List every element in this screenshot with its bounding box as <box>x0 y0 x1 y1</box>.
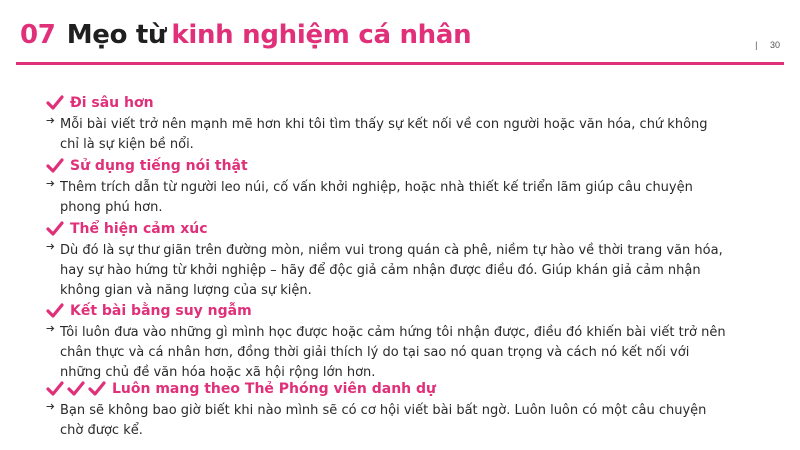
check-icon <box>46 221 64 237</box>
check-icon <box>46 381 64 397</box>
tip-heading-row <box>46 155 726 177</box>
tip-section-4 <box>46 300 726 383</box>
page-number-area <box>755 40 780 50</box>
arrow-right-icon <box>46 179 55 188</box>
tip-heading-row <box>46 92 726 114</box>
arrow-right-icon <box>46 242 55 251</box>
tip-heading-row <box>46 218 726 240</box>
tip-heading: Thể hiện cảm xúc <box>70 221 208 237</box>
check-icon <box>46 158 64 174</box>
tip-body: Bạn sẽ không bao giờ biết khi nào mình sẽ có cơ hội viết bài bất ngờ. Luôn luôn có một câu chuyện chờ được kể. <box>60 403 707 438</box>
tip-section-5 <box>46 378 726 441</box>
section-number: 07 <box>20 20 56 50</box>
page-header <box>20 20 471 56</box>
check-icon <box>46 95 64 111</box>
tip-section-1 <box>46 92 726 155</box>
tip-section-2 <box>46 155 726 218</box>
tip-heading: Sử dụng tiếng nói thật <box>70 158 248 174</box>
tip-section-3 <box>46 218 726 301</box>
tip-heading-row <box>46 300 726 322</box>
tip-heading: Đi sâu hơn <box>70 95 154 111</box>
page-number: 30 <box>769 40 780 50</box>
tip-heading: Kết bài bằng suy ngẫm <box>70 303 252 319</box>
arrow-right-icon <box>46 116 55 125</box>
arrow-right-icon <box>46 324 55 333</box>
header-divider <box>16 62 784 65</box>
tip-body: Tôi luôn đưa vào những gì mình học được hoặc cảm hứng tôi nhận được, điều đó khiến bài viết trở nên chân thực và cá nhân hơn, đồng thời giải thích lý do tại sao nó quan trọng và cách nó kết nối với những chủ đề văn hóa hoặc xã hội rộng lớn hơn. <box>60 325 726 380</box>
page-title-accent: kinh nghiệm cá nhân <box>171 20 472 50</box>
tip-body: Thêm trích dẫn từ người leo núi, cố vấn khởi nghiệp, hoặc nhà thiết kế triển lãm giúp câu chuyện phong phú hơn. <box>60 180 693 215</box>
tip-body: Dù đó là sự thư giãn trên đường mòn, niềm vui trong quán cà phê, niềm tự hào về thời trang văn hóa, hay sự hào hứng từ khởi nghiệp – hãy để độc giả cảm nhận được điều đó. Giúp khán giả cảm nhận không gian và năng lượng của sự kiện. <box>60 243 723 298</box>
tip-heading-row <box>46 378 726 400</box>
tip-heading: Luôn mang theo Thẻ Phóng viên danh dự <box>112 381 437 397</box>
check-icon <box>88 381 106 397</box>
tip-body: Mỗi bài viết trở nên mạnh mẽ hơn khi tôi tìm thấy sự kết nối về con người hoặc văn hóa, chứ không chỉ là sự kiện bề nổi. <box>60 117 708 152</box>
check-icon <box>46 303 64 319</box>
arrow-right-icon <box>46 402 55 411</box>
check-icon <box>67 381 85 397</box>
page-separator: | <box>755 40 758 50</box>
page-title-dark: Mẹo từ <box>66 20 167 50</box>
